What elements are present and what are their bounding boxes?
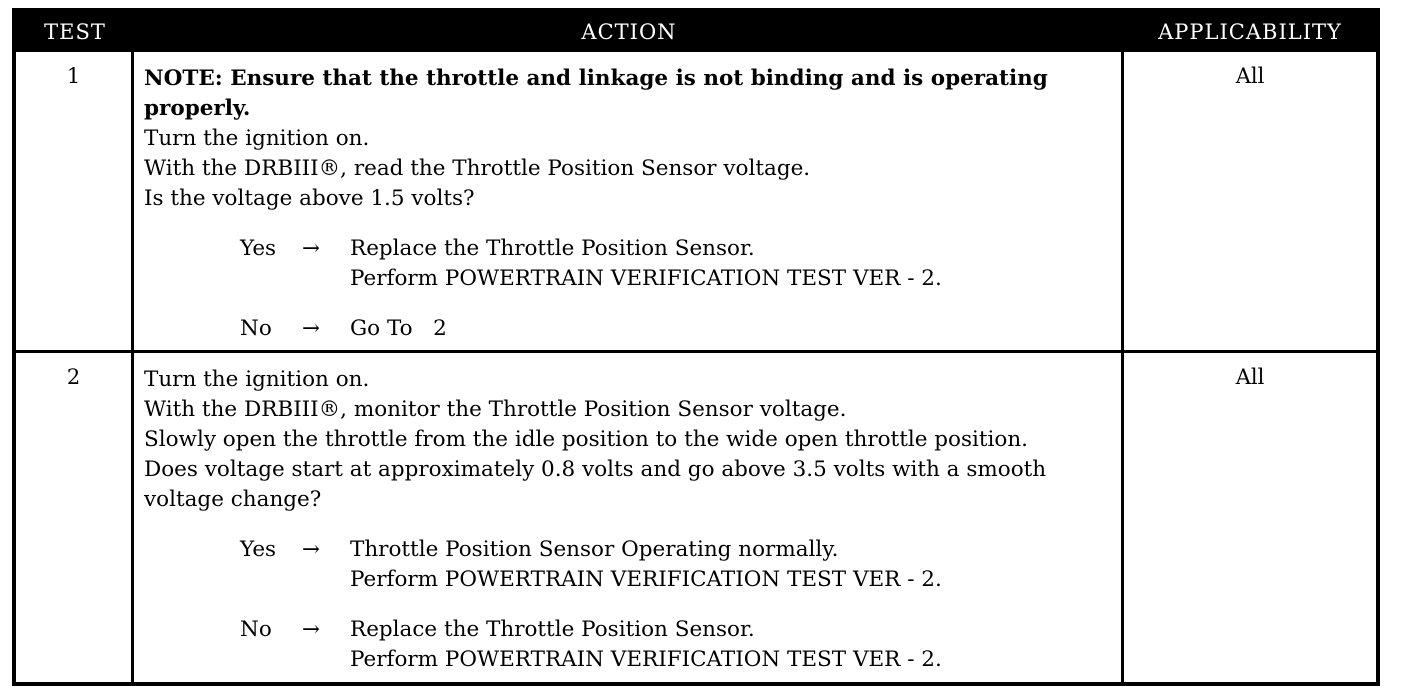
no-branch: [240, 615, 1113, 675]
header-test: TEST: [44, 20, 106, 44]
right-arrow-icon: →: [302, 236, 321, 261]
test-action: [134, 353, 1124, 683]
yes-result: Replace the Throttle Position Sensor.: [350, 236, 755, 261]
test-step: Slowly open the throttle from the idle position to the wide open throttle position.: [144, 427, 1029, 452]
right-arrow-icon: →: [302, 316, 321, 341]
right-arrow-icon: →: [302, 617, 321, 642]
table-header: [16, 12, 1376, 52]
test-step: Does voltage start at approximately 0.8 volts and go above 3.5 volts with a smooth voltage change?: [144, 457, 1047, 512]
no-label: No: [240, 617, 272, 642]
yes-result: Throttle Position Sensor Operating normally.: [350, 537, 839, 562]
yes-label: Yes: [240, 236, 277, 261]
test-note: NOTE: Ensure that the throttle and linkage is not binding and is operating properly.: [144, 66, 1048, 121]
test-applicability: All: [1235, 64, 1265, 88]
yes-label: Yes: [240, 537, 277, 562]
yes-result: Perform POWERTRAIN VERIFICATION TEST VER - 2.: [350, 567, 942, 592]
right-arrow-icon: →: [302, 537, 321, 562]
test-step: Turn the ignition on.: [144, 367, 370, 392]
yes-branch: [240, 234, 1113, 294]
no-result: Replace the Throttle Position Sensor.: [350, 617, 755, 642]
no-branch: [240, 314, 1113, 344]
yes-branch: [240, 535, 1113, 595]
test-number: 1: [16, 52, 134, 350]
table-row-test-1: [16, 52, 1376, 350]
no-result: Perform POWERTRAIN VERIFICATION TEST VER - 2.: [350, 647, 942, 672]
no-label: No: [240, 316, 272, 341]
test-step: With the DRBIII®, monitor the Throttle Position Sensor voltage.: [144, 397, 847, 422]
table-row-test-2: [16, 350, 1376, 683]
test-action: [134, 52, 1124, 350]
no-result: Go To 2: [350, 316, 447, 341]
test-step: Is the voltage above 1.5 volts?: [144, 186, 475, 211]
test-step: With the DRBIII®, read the Throttle Position Sensor voltage.: [144, 156, 811, 181]
test-step: Turn the ignition on.: [144, 126, 370, 151]
diagnostic-table: [12, 8, 1380, 686]
test-applicability: All: [1235, 365, 1265, 389]
header-action: ACTION: [581, 20, 677, 44]
yes-result: Perform POWERTRAIN VERIFICATION TEST VER - 2.: [350, 266, 942, 291]
test-number: 2: [16, 353, 134, 683]
header-applicability: APPLICABILITY: [1158, 20, 1342, 44]
